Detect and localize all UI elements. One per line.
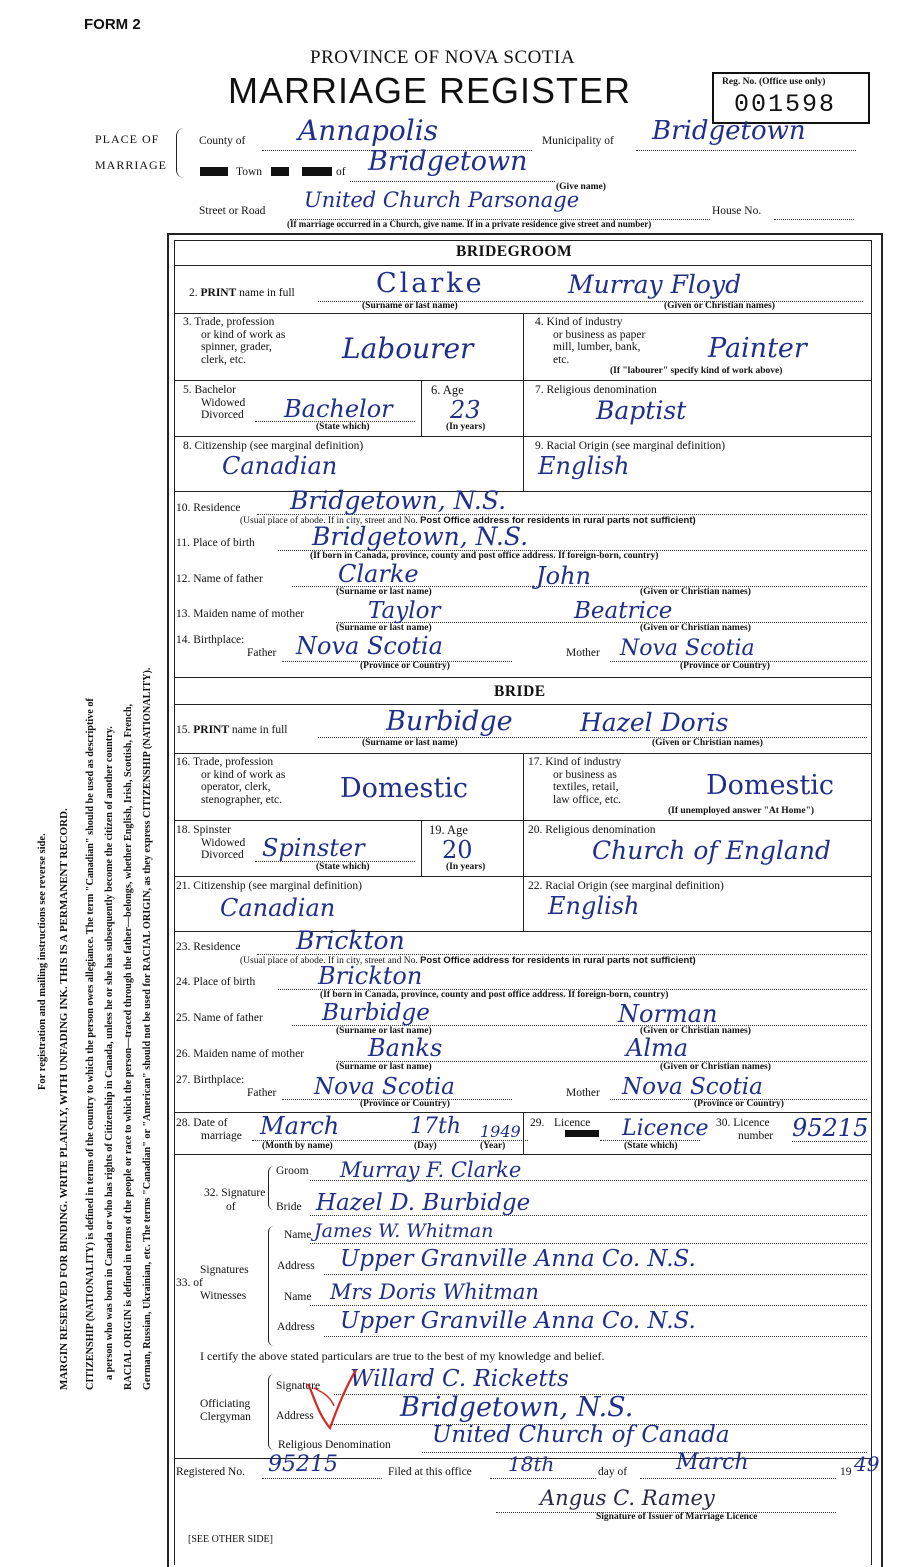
issuer-caption: Signature of Issuer of Marriage Licence bbox=[596, 1512, 758, 1522]
year-caption: (Year) bbox=[480, 1141, 506, 1151]
sidebar-text-6: German, Russian, Ukrainian, etc. The terms "Canadian" or "American" should not be used for RACIAL ORIGIN, as they express CITIZENSHIP (NATIONALITY). bbox=[142, 667, 153, 1390]
bride-industry: Domestic bbox=[706, 770, 834, 801]
q13-label: 13. Maiden name of mother bbox=[176, 608, 305, 620]
groom-given: Murray Floyd bbox=[568, 270, 742, 299]
municipality-label: Municipality of bbox=[542, 135, 614, 147]
q29-licence-label: Licence bbox=[554, 1117, 591, 1129]
q9-label: 9. Racial Origin (see marginal definition) bbox=[535, 440, 726, 452]
street-label: Street or Road bbox=[199, 205, 266, 217]
redaction-mark-3 bbox=[302, 167, 332, 176]
q24-label: 24. Place of birth bbox=[176, 976, 256, 988]
place-label-2: MARRIAGE bbox=[95, 158, 168, 172]
in-years-caption: (In years) bbox=[446, 422, 486, 432]
street-value: United Church Parsonage bbox=[304, 188, 580, 212]
form-number: FORM 2 bbox=[84, 16, 141, 33]
bride-residence: Brickton bbox=[296, 926, 405, 955]
mother-given-caption: (Given or Christian names) bbox=[640, 623, 751, 633]
bride-trade: Domestic bbox=[340, 773, 468, 804]
county-label: County of bbox=[199, 135, 246, 147]
q27-father-label: Father bbox=[247, 1087, 277, 1099]
bride-religion: Church of England bbox=[592, 836, 831, 865]
clergy-address-label: Address bbox=[276, 1410, 314, 1422]
q4-label: 4. Kind of industry or business as paper mill, lumber, bank, etc. bbox=[535, 316, 646, 366]
q17-note: (If unemployed answer "At Home") bbox=[668, 806, 815, 816]
groom-father-given: John bbox=[536, 562, 591, 590]
q20-label: 20. Religious denomination bbox=[528, 824, 656, 836]
bride-in-years: (In years) bbox=[446, 862, 486, 872]
q27-mother-label: Mother bbox=[566, 1087, 600, 1099]
town-of-label: of bbox=[336, 166, 346, 178]
marriage-month: March bbox=[260, 1112, 340, 1140]
q4-note: (If "labourer" specify kind of work above) bbox=[610, 366, 783, 376]
filed-month: March bbox=[676, 1450, 749, 1475]
bride-mother-surname-caption: (Surname or last name) bbox=[336, 1062, 432, 1072]
q30-label: 30. Licence number bbox=[716, 1117, 774, 1142]
groom-surname: Clarke bbox=[376, 268, 485, 299]
bride-father-given: Norman bbox=[618, 1000, 718, 1028]
groom-status: Bachelor bbox=[284, 395, 393, 423]
redaction-mark-2 bbox=[271, 167, 289, 176]
bride-birthplace: Brickton bbox=[318, 962, 423, 990]
county-value: Annapolis bbox=[298, 114, 439, 147]
bride-mother-prov-caption: (Province or Country) bbox=[694, 1099, 784, 1109]
q7-label: 7. Religious denomination bbox=[535, 384, 657, 396]
marriage-day: 17th bbox=[410, 1114, 462, 1139]
bride-given: Hazel Doris bbox=[580, 708, 729, 737]
sidebar-text-1: For registration and mailing instructions see reverse side. bbox=[37, 833, 48, 1090]
witness1-name: James W. Whitman bbox=[314, 1220, 494, 1242]
filed-year-prefix: 19 bbox=[840, 1466, 852, 1478]
day-caption: (Day) bbox=[414, 1141, 437, 1151]
groom-trade: Labourer bbox=[342, 332, 474, 365]
groom-citizenship: Canadian bbox=[222, 452, 338, 480]
bride-age: 20 bbox=[442, 836, 473, 864]
groom-signature: Murray F. Clarke bbox=[340, 1158, 522, 1182]
given-caption: (Given or Christian names) bbox=[664, 301, 775, 311]
q8-label: 8. Citizenship (see marginal definition) bbox=[183, 440, 364, 452]
q26-label: 26. Maiden name of mother bbox=[176, 1048, 305, 1060]
bride-father-birthplace: Nova Scotia bbox=[314, 1074, 455, 1100]
groom-father-surname: Clarke bbox=[338, 560, 419, 588]
bride-racial-origin: English bbox=[548, 892, 640, 920]
bridegroom-heading: BRIDEGROOM bbox=[456, 243, 573, 260]
filed-label: Filed at this office bbox=[388, 1466, 472, 1478]
town-value: Bridgetown bbox=[368, 146, 528, 177]
residence-note: (Usual place of abode. If in city, street and No. Post Office address for residents in rural parts not sufficient) bbox=[240, 515, 696, 526]
q12-label: 12. Name of father bbox=[176, 573, 263, 585]
q23-label: 23. Residence bbox=[176, 941, 241, 953]
clergy-address: Bridgetown, N.S. bbox=[400, 1392, 634, 1423]
bride-citizenship: Canadian bbox=[220, 894, 336, 922]
certify-statement: I certify the above stated particulars are true to the best of my knowledge and belief. bbox=[200, 1349, 605, 1363]
bride-mother-surname: Banks bbox=[368, 1034, 443, 1062]
day-of-label: day of bbox=[598, 1466, 628, 1478]
bride-surname-caption: (Surname or last name) bbox=[362, 738, 458, 748]
see-other-side: [SEE OTHER SIDE] bbox=[188, 1534, 273, 1545]
groom-industry: Painter bbox=[708, 333, 807, 364]
w1-name-label: Name bbox=[284, 1229, 312, 1241]
place-label-1: PLACE OF bbox=[95, 132, 160, 146]
groom-age: 23 bbox=[450, 396, 481, 424]
bride-father-prov-caption: (Province or Country) bbox=[360, 1099, 450, 1109]
groom-racial-origin: English bbox=[538, 452, 630, 480]
bride-mother-birthplace: Nova Scotia bbox=[622, 1074, 763, 1100]
give-name-caption: (Give name) bbox=[556, 182, 606, 192]
q11-label: 11. Place of birth bbox=[176, 537, 255, 549]
bride-mother-given: Alma bbox=[626, 1034, 689, 1062]
q14-label: 14. Birthplace: bbox=[176, 634, 245, 646]
q25-label: 25. Name of father bbox=[176, 1012, 263, 1024]
groom-birthplace: Bridgetown, N.S. bbox=[312, 522, 529, 551]
bride-given-caption: (Given or Christian names) bbox=[652, 738, 763, 748]
q18-label: 18. Spinster Widowed Divorced bbox=[176, 824, 246, 861]
q22-label: 22. Racial Origin (see marginal definition) bbox=[528, 880, 724, 892]
street-note: (If marriage occurred in a Church, give name. If in a private residence give street and number) bbox=[287, 219, 652, 229]
bride-signature: Hazel D. Burbidge bbox=[316, 1190, 531, 1216]
issuer-signature: Angus C. Ramey bbox=[540, 1486, 715, 1510]
q15-label: 15. PRINT name in full bbox=[176, 724, 288, 736]
q29-label: 29. bbox=[530, 1117, 545, 1129]
licence-number: 95215 bbox=[792, 1114, 869, 1142]
q14-father-label: Father bbox=[247, 647, 277, 659]
w2-address-label: Address bbox=[277, 1321, 315, 1333]
state-which-caption: (State which) bbox=[316, 422, 370, 432]
red-check-mark bbox=[300, 1366, 360, 1436]
sidebar-text-4: a person who was born in Canada or who has rights of Citizenship in Canada, unless he or she has subsequently become the citizen of another country. bbox=[104, 726, 115, 1380]
province-heading: PROVINCE OF NOVA SCOTIA bbox=[310, 47, 576, 68]
q6-label: 6. Age bbox=[431, 383, 464, 397]
reg-number-label: Reg. No. (Office use only) bbox=[722, 77, 826, 87]
birth-note: (If born in Canada, province, county and post office address. If foreign-born, country) bbox=[310, 551, 659, 561]
groom-sig-label: Groom bbox=[276, 1165, 309, 1177]
house-label: House No. bbox=[712, 205, 762, 217]
q16-label: 16. Trade, profession or kind of work as operator, clerk, stenographer, etc. bbox=[176, 756, 286, 806]
q17-label: 17. Kind of industry or business as textiles, retail, law office, etc. bbox=[528, 756, 622, 806]
bride-state-which: (State which) bbox=[316, 862, 370, 872]
registered-number: 95215 bbox=[268, 1452, 338, 1477]
filed-year: 49 bbox=[854, 1452, 880, 1476]
place-brace bbox=[176, 128, 187, 178]
licence-state-which: (State which) bbox=[624, 1141, 678, 1151]
town-label: Town bbox=[236, 166, 263, 178]
groom-mother-given: Beatrice bbox=[574, 598, 673, 624]
licence-type: Licence bbox=[622, 1116, 709, 1141]
bride-residence-note: (Usual place of abode. If in city, street and No. Post Office address for residents in rural parts not sufficient) bbox=[240, 955, 696, 966]
registered-label: Registered No. bbox=[176, 1466, 245, 1478]
groom-mother-surname: Taylor bbox=[368, 598, 441, 624]
father-prov-caption: (Province or Country) bbox=[360, 661, 450, 671]
q21-label: 21. Citizenship (see marginal definition) bbox=[176, 880, 362, 892]
bride-father-surname: Burbidge bbox=[322, 1000, 430, 1026]
sidebar-text-5: RACIAL ORIGIN is defined in terms of the people or race to which the person—traced through the father—belongs, whether English, Irish, Scottish, French, bbox=[123, 703, 134, 1390]
bride-heading: BRIDE bbox=[494, 683, 546, 700]
w2-name-label: Name bbox=[284, 1291, 312, 1303]
bride-surname: Burbidge bbox=[386, 706, 513, 737]
clergy-signature: Willard C. Ricketts bbox=[350, 1366, 569, 1392]
q3-label: 3. Trade, profession or kind of work as spinner, grader, clerk, etc. bbox=[183, 316, 286, 366]
groom-father-birthplace: Nova Scotia bbox=[296, 632, 443, 660]
mother-prov-caption: (Province or Country) bbox=[680, 661, 770, 671]
sidebar-text-2: MARGIN RESERVED FOR BINDING. WRITE PLAINLY, WITH UNFADING INK. THIS IS A PERMANENT RECORD. bbox=[58, 808, 70, 1390]
officiating-label: Officiating Clergyman bbox=[200, 1398, 251, 1423]
q27-label: 27. Birthplace: bbox=[176, 1074, 245, 1086]
mother-surname-caption: (Surname or last name) bbox=[336, 623, 432, 633]
witness2-name: Mrs Doris Whitman bbox=[330, 1280, 539, 1304]
marriage-year: 1949 bbox=[480, 1122, 521, 1141]
surname-caption: (Surname or last name) bbox=[362, 301, 458, 311]
q10-label: 10. Residence bbox=[176, 502, 241, 514]
redaction-mark bbox=[200, 167, 228, 176]
groom-residence: Bridgetown, N.S. bbox=[290, 486, 507, 515]
father-given-caption: (Given or Christian names) bbox=[640, 587, 751, 597]
groom-mother-birthplace: Nova Scotia bbox=[620, 636, 755, 661]
bride-birth-note: (If born in Canada, province, county and post office address. If foreign-born, country) bbox=[320, 990, 669, 1000]
groom-religion: Baptist bbox=[596, 396, 687, 425]
father-surname-caption: (Surname or last name) bbox=[336, 587, 432, 597]
clergy-sig-label: Signature bbox=[276, 1380, 321, 1392]
clergy-denomination: United Church of Canada bbox=[432, 1422, 730, 1448]
w1-address-label: Address bbox=[277, 1260, 315, 1272]
filed-day: 18th bbox=[508, 1452, 555, 1476]
reg-number-value: 001598 bbox=[734, 90, 837, 119]
sidebar-text-3: CITIZENSHIP (NATIONALITY) is defined in terms of the country to which the person owes allegiance. The term "Canadian" should be used as descriptive of bbox=[85, 698, 96, 1390]
q5-label: 5. Bachelor Widowed Divorced bbox=[183, 384, 246, 421]
month-caption: (Month by name) bbox=[262, 1141, 333, 1151]
bride-status: Spinster bbox=[262, 834, 365, 862]
q14-mother-label: Mother bbox=[566, 647, 600, 659]
municipality-value: Bridgetown bbox=[652, 116, 806, 146]
bride-father-surname-caption: (Surname or last name) bbox=[336, 1026, 432, 1036]
witness2-address: Upper Granville Anna Co. N.S. bbox=[340, 1308, 696, 1334]
bride-sig-label: Bride bbox=[276, 1201, 302, 1213]
q32-label: 32. Signature of bbox=[204, 1187, 266, 1213]
q33-brace bbox=[268, 1226, 277, 1346]
bride-father-given-caption: (Given or Christian names) bbox=[640, 1026, 751, 1036]
q2-label: 2. PRINT name in full bbox=[189, 287, 295, 299]
religious-denomination-label: Religious Denomination bbox=[278, 1439, 391, 1451]
redaction-licence bbox=[565, 1130, 599, 1137]
q28-label: 28. Date of marriage bbox=[176, 1117, 242, 1142]
q19-label: 19. Age bbox=[429, 823, 468, 837]
page-title: MARRIAGE REGISTER bbox=[228, 70, 632, 111]
bride-mother-given-caption: (Given or Christian names) bbox=[660, 1062, 771, 1072]
witness1-address: Upper Granville Anna Co. N.S. bbox=[340, 1246, 696, 1272]
q33-label: Signatures 33. of Witnesses bbox=[176, 1264, 249, 1302]
